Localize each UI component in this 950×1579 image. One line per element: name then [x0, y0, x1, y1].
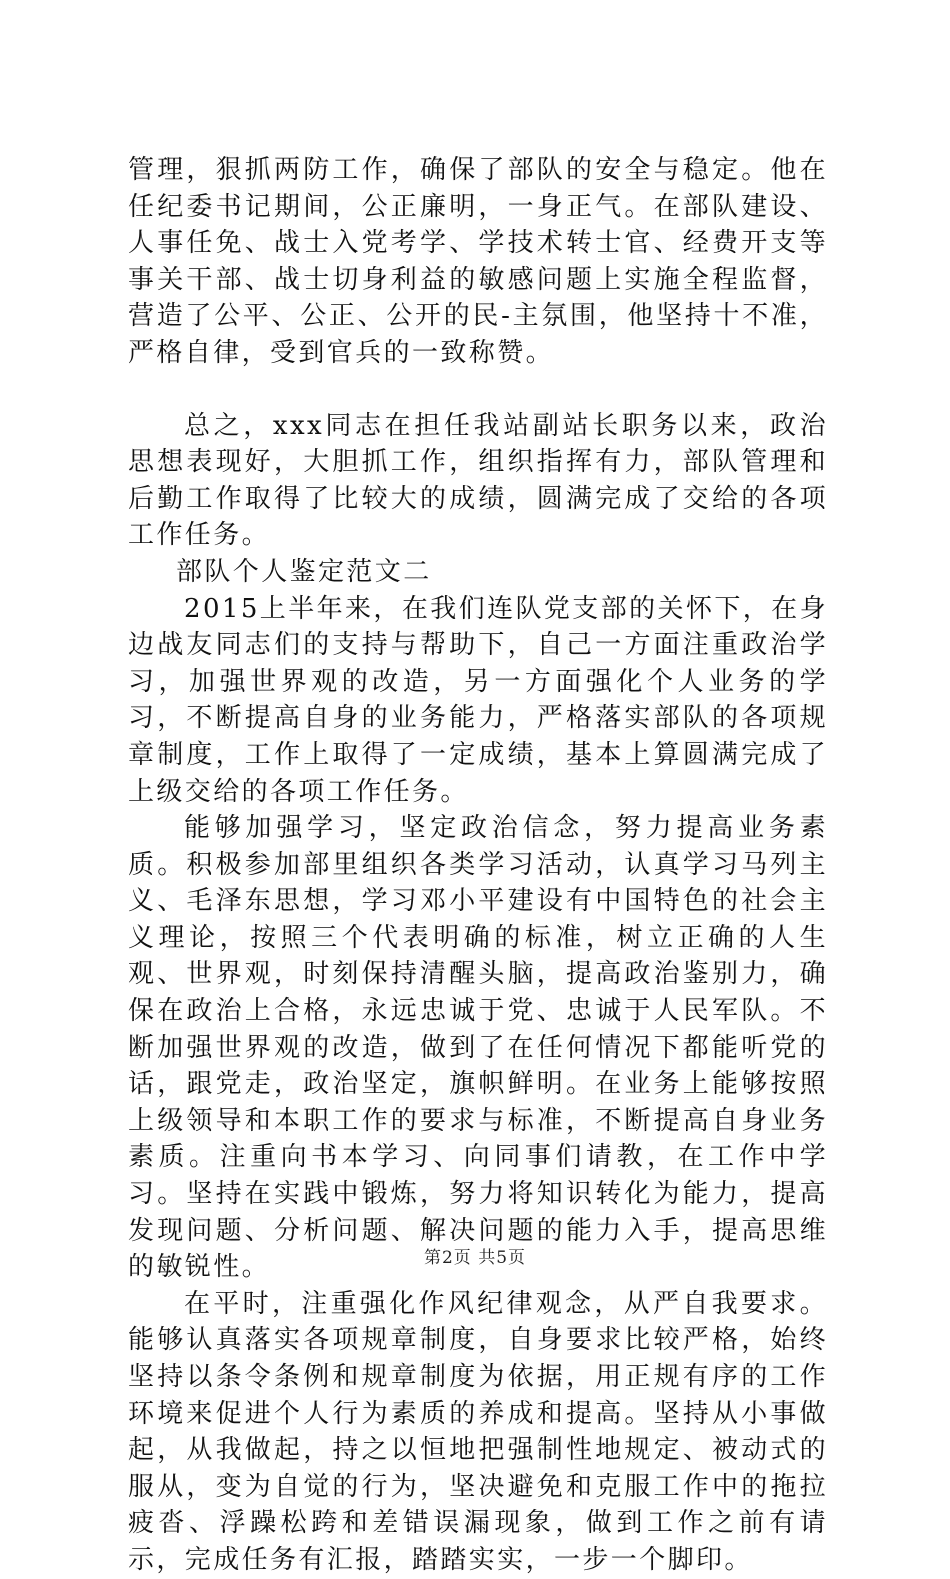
section-heading: 部队个人鉴定范文二: [176, 556, 432, 587]
paragraph-discipline: 在平时，注重强化作风纪律观念，从严自我要求。能够认真落实各项规章制度，自身要求比较严格，始终坚持以条令条例和规章制度为依据，用正规有序的工作环境来促进个人行为素质的养成和提高。坚持从小事做起，从我做起，持之以恒地把强制性地规定、被动式的服从，变为自觉的行为，坚决避免和克服工作中的拖拉疲沓、浮躁松跨和差错误漏现象，做到工作之前有请示，完成任务有汇报，踏踏实实，一步一个脚印。: [128, 1288, 828, 1575]
document-body: [128, 152, 828, 1579]
paragraph-summary: 总之，xxx同志在担任我站副站长职务以来，政治思想表现好，大胆抓工作，组织指挥有力，部队管理和后勤工作取得了比较大的成绩，圆满完成了交给的各项工作任务。: [128, 410, 828, 551]
paragraph-study: 能够加强学习，坚定政治信念，努力提高业务素质。积极参加部里组织各类学习活动，认真学习马列主义、毛泽东思想，学习邓小平建设有中国特色的社会主义理论，按照三个代表明确的标准，树立正确的人生观、世界观，时刻保持清醒头脑，提高政治鉴别力，确保在政治上合格，永远忠诚于党、忠诚于人民军队。不断加强世界观的改造，做到了在任何情况下都能听党的话，跟党走，政治坚定，旗帜鲜明。在业务上能够按照上级领导和本职工作的要求与标准，不断提高自身业务素质。注重向书本学习、向同事们请教，在工作中学习。坚持在实践中锻炼，努力将知识转化为能力，提高发现问题、分析问题、解决问题的能力入手，提高思维的敏锐性。: [128, 813, 828, 1283]
page-number-footer: 第2页 共5页: [423, 1248, 527, 1268]
paragraph-gap: [128, 372, 828, 408]
paragraph-intro: 2015上半年来，在我们连队党支部的关怀下，在身边战友同志们的支持与帮助下，自己一方面注重政治学习，加强世界观的改造，另一方面强化个人业务的学习，不断提高自身的业务能力，严格落实部队的各项规章制度，工作上取得了一定成绩，基本上算圆满完成了上级交给的各项工作任务。: [128, 593, 828, 807]
paragraph-continuation: 管理，狠抓两防工作，确保了部队的安全与稳定。他在任纪委书记期间，公正廉明，一身正气。在部队建设、人事任免、战士入党考学、学技术转士官、经费开支等事关干部、战士切身利益的敏感问题上实施全程监督，营造了公平、公正、公开的民-主氛围，他坚持十不准，严格自律，受到官兵的一致称赞。: [128, 155, 828, 368]
